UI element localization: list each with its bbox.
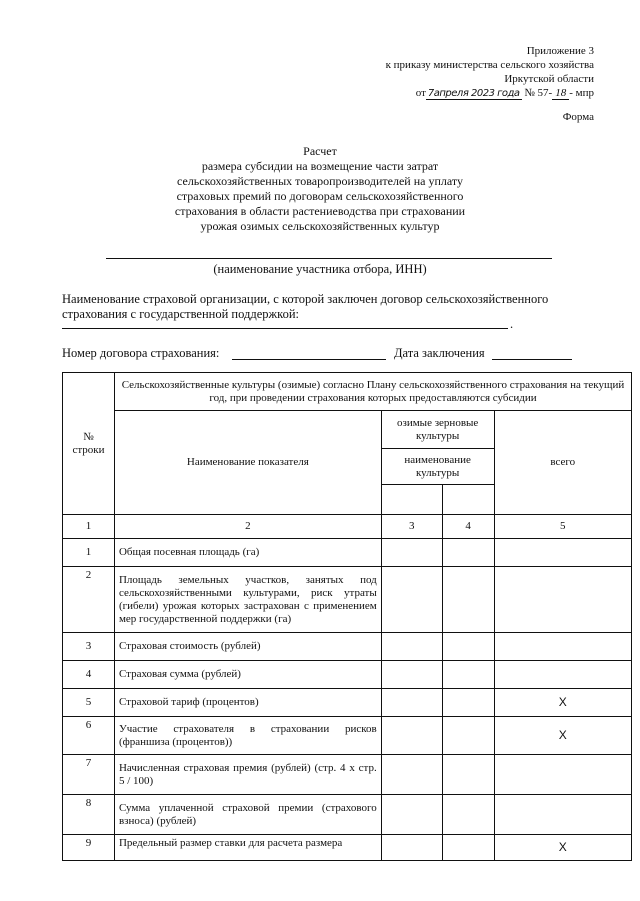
cell-col3[interactable] bbox=[381, 717, 442, 755]
cell-col4[interactable] bbox=[442, 689, 494, 717]
col-number: 3 bbox=[381, 515, 442, 539]
title-line: размера субсидии на возмещение части затрат bbox=[201, 159, 439, 173]
table-row bbox=[63, 717, 632, 755]
column-number-row bbox=[63, 515, 632, 539]
cell-total[interactable] bbox=[494, 755, 631, 795]
title-line: сельскохозяйственных товаропроизводителей на уплату bbox=[177, 174, 463, 188]
cell-col3[interactable] bbox=[381, 539, 442, 567]
title-line: страховых премий по договорам сельскохозяйственного bbox=[176, 189, 464, 203]
insurer-field[interactable] bbox=[62, 328, 508, 329]
participant-caption: (наименование участника отбора, ИНН) bbox=[213, 262, 427, 276]
cell-col3[interactable] bbox=[381, 835, 442, 861]
table-row bbox=[63, 661, 632, 689]
header-crop-col4 bbox=[442, 485, 494, 515]
row-number: 1 bbox=[63, 539, 115, 567]
contract-date-label: Дата заключения bbox=[394, 346, 485, 360]
col-number: 5 bbox=[494, 515, 631, 539]
row-number: 3 bbox=[63, 633, 115, 661]
number-suffix: - мпр bbox=[569, 87, 594, 99]
cell-col3[interactable] bbox=[381, 795, 442, 835]
cell-total-crossed: X bbox=[494, 835, 631, 861]
cell-col4[interactable] bbox=[442, 633, 494, 661]
handwritten-date: 7апреля 2023 года bbox=[427, 88, 520, 99]
cell-total[interactable] bbox=[494, 567, 631, 633]
cell-col4[interactable] bbox=[442, 755, 494, 795]
document-title bbox=[0, 144, 640, 234]
cell-total[interactable] bbox=[494, 633, 631, 661]
row-indicator: Участие страхователя в страховании рисков (франшиза (процентов)) bbox=[114, 717, 381, 755]
insurer-label bbox=[62, 292, 548, 322]
insurer-label-line1: Наименование страховой организации, с которой заключен договор сельскохозяйственного bbox=[62, 292, 549, 306]
row-number: 9 bbox=[63, 835, 115, 861]
contract-number-label: Номер договора страхования: bbox=[62, 346, 220, 360]
cell-total[interactable] bbox=[494, 795, 631, 835]
header-block bbox=[386, 44, 594, 101]
region-label: Иркутской области bbox=[504, 73, 594, 85]
header-crop-col3 bbox=[381, 485, 442, 515]
cell-col3[interactable] bbox=[381, 755, 442, 795]
col-number: 2 bbox=[114, 515, 381, 539]
table-row bbox=[63, 567, 632, 633]
cell-col3[interactable] bbox=[381, 689, 442, 717]
table-row bbox=[63, 795, 632, 835]
header-indicator: Наименование показателя bbox=[114, 411, 381, 515]
cell-col4[interactable] bbox=[442, 539, 494, 567]
header-row-number: № строки bbox=[63, 373, 115, 515]
appendix-label: Приложение 3 bbox=[526, 45, 594, 57]
cell-col4[interactable] bbox=[442, 717, 494, 755]
table-row bbox=[63, 633, 632, 661]
row-number: 5 bbox=[63, 689, 115, 717]
participant-field[interactable] bbox=[106, 258, 552, 259]
form-label: Форма bbox=[562, 111, 594, 123]
cell-col4[interactable] bbox=[442, 661, 494, 689]
cell-col3[interactable] bbox=[381, 567, 442, 633]
cell-total[interactable] bbox=[494, 539, 631, 567]
order-date-number bbox=[386, 86, 594, 101]
row-indicator: Общая посевная площадь (га) bbox=[114, 539, 381, 567]
cell-col4[interactable] bbox=[442, 835, 494, 861]
contract-date-field[interactable] bbox=[492, 359, 572, 360]
cell-total-crossed: X bbox=[494, 717, 631, 755]
cell-col3[interactable] bbox=[381, 661, 442, 689]
title-line: страхования в области растениеводства при страховании bbox=[174, 204, 466, 218]
row-number: 6 bbox=[63, 717, 115, 755]
row-indicator: Страховая сумма (рублей) bbox=[114, 661, 381, 689]
table-row bbox=[63, 689, 632, 717]
row-number: 2 bbox=[63, 567, 115, 633]
col-number: 1 bbox=[63, 515, 115, 539]
title-line: урожая озимых сельскохозяйственных культур bbox=[200, 219, 440, 233]
number-prefix: № 57- bbox=[524, 87, 553, 99]
insurer-field-period: . bbox=[510, 317, 514, 331]
table-row bbox=[63, 835, 632, 861]
row-indicator: Предельный размер ставки для расчета размера bbox=[114, 835, 381, 861]
row-indicator: Начисленная страховая премия (рублей) (стр. 4 x стр. 5 / 100) bbox=[114, 755, 381, 795]
contract-number-field[interactable] bbox=[232, 359, 386, 360]
order-reference: к приказу министерства сельского хозяйства bbox=[385, 59, 594, 71]
cell-col4[interactable] bbox=[442, 795, 494, 835]
cell-col4[interactable] bbox=[442, 567, 494, 633]
cell-total[interactable] bbox=[494, 661, 631, 689]
col-number: 4 bbox=[442, 515, 494, 539]
insurer-label-line2: страхования с государственной поддержкой: bbox=[62, 307, 299, 321]
row-number: 4 bbox=[63, 661, 115, 689]
row-indicator: Сумма уплаченной страховой премии (страхового взноса) (рублей) bbox=[114, 795, 381, 835]
table-row bbox=[63, 539, 632, 567]
cell-col3[interactable] bbox=[381, 633, 442, 661]
handwritten-number: 18 bbox=[552, 87, 569, 100]
header-crop-name: наименование культуры bbox=[381, 449, 494, 485]
table-row bbox=[63, 755, 632, 795]
row-number: 7 bbox=[63, 755, 115, 795]
row-indicator: Страховая стоимость (рублей) bbox=[114, 633, 381, 661]
header-crops-span: Сельскохозяйственные культуры (озимые) согласно Плану сельскохозяйственного страхования на текущий год, при проведении страхования которых предоставляются субсидии bbox=[114, 373, 631, 411]
row-number: 8 bbox=[63, 795, 115, 835]
cell-total-crossed: X bbox=[494, 689, 631, 717]
row-indicator: Площадь земельных участков, занятых под сельскохозяйственными культурами, риск утраты (гибели) урожая которых застрахован с применением мер государственной поддержки (га) bbox=[114, 567, 381, 633]
date-prefix: от bbox=[415, 87, 426, 99]
header-total: всего bbox=[494, 411, 631, 515]
title-line: Расчет bbox=[303, 144, 337, 158]
row-indicator: Страховой тариф (процентов) bbox=[114, 689, 381, 717]
subsidy-table bbox=[62, 372, 632, 861]
header-winter-grain: озимые зерновые культуры bbox=[381, 411, 494, 449]
